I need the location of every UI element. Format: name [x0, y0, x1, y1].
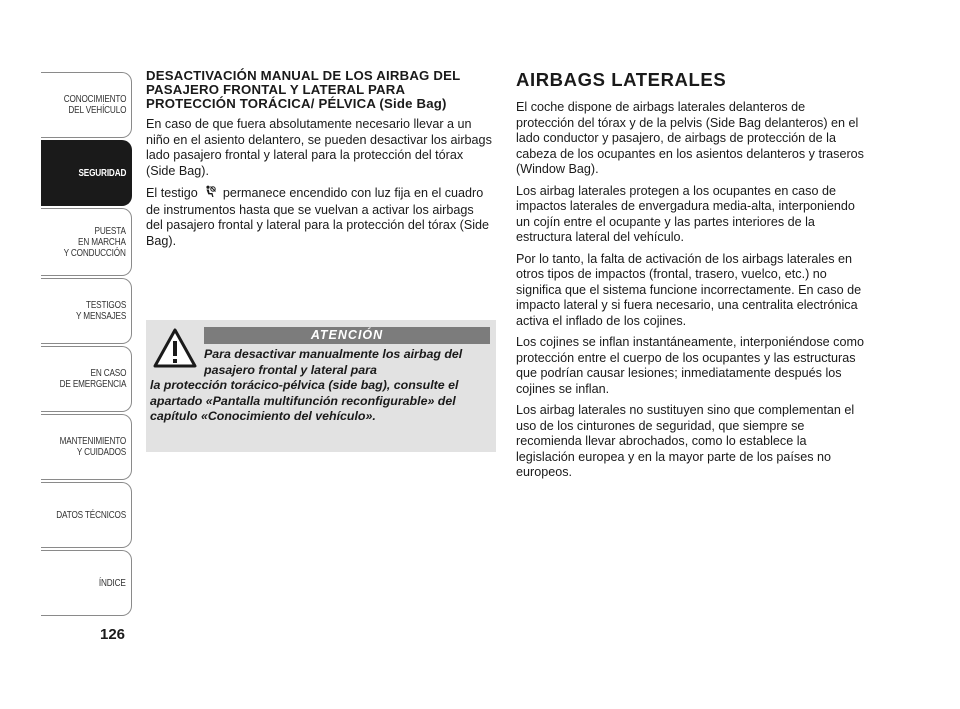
paragraph: [146, 185, 492, 249]
tab-label: SEGURIDAD: [78, 167, 126, 179]
tab-puesta-en-marcha[interactable]: [41, 208, 132, 276]
paragraph: Los cojines se inflan instantáneamente, interponiéndose como protección entre el cuerpo de los ocupantes y las estructuras que podrían causar lesiones; inmediatamente después los cojines se inflan.: [516, 335, 864, 396]
paragraph-text: El testigo: [146, 186, 198, 201]
paragraph: Por lo tanto, la falta de activación de los airbags laterales en otros tipos de impactos (frontal, trasero, vuelco, etc.) no significa que el sistema funcione incorrectamente. En caso de impacto lateral y si fuera necesario, una centralita electrónica activa el inflado de los cojines.: [516, 251, 862, 328]
paragraph: En caso de que fuera absolutamente necesario llevar a un niño en el asiento delantero, se pueden desactivar los airbags lado pasajero frontal y lateral para la protección del tórax (Side Bag).: [146, 117, 492, 178]
tab-label: ÍNDICE: [99, 577, 126, 589]
tab-label: TESTIGOS Y MENSAJES: [75, 300, 126, 322]
warning-text: la protección torácico-pélvica (side bag), consulte el apartado «Pantalla multifunción reconfigurable» del capítulo «Conocimiento del vehículo».: [150, 378, 459, 423]
warning-triangle-icon: [153, 328, 197, 373]
warning-box: [146, 320, 496, 452]
tab-testigos-y-mensajes[interactable]: [41, 278, 132, 344]
manual-deactivation-section: [146, 69, 492, 255]
paragraph: Los airbag laterales no sustituyen sino que complementan el uso de los cinturones de seguridad, que siempre se recomienda llevar abrochados, como lo establece la legislación europea y en la mayor parte de los países no europeos.: [516, 403, 855, 479]
section-heading: DESACTIVACIÓN MANUAL DE LOS AIRBAG DEL PASAJERO FRONTAL Y LATERAL PARA PROTECCIÓN TORÁCICA/ PÉLVICA (Side Bag): [146, 68, 461, 111]
tab-en-caso-de-emergencia[interactable]: [41, 346, 132, 412]
page-number: 126: [100, 626, 126, 643]
tab-label: CONOCIMIENTO DEL VEHÍCULO: [63, 94, 126, 116]
tab-indice[interactable]: [41, 550, 132, 616]
paragraph: El coche dispone de airbags laterales delanteros de protección del tórax y de la pelvis (Side Bag delanteros) en el lado conductor y pasajero, de airbags de protección de la cabeza de los ocupantes en los asientos delanteros y traseros (Window Bag).: [516, 100, 864, 176]
tab-datos-tecnicos[interactable]: [41, 482, 132, 548]
airbag-off-icon: [204, 185, 216, 203]
paragraph-text: permanece encendido con luz fija en el cuadro de instrumentos hasta que se vuelvan a activar los airbags del pasajero frontal y lateral para la protección del tórax (Side Bag).: [146, 186, 490, 248]
tab-label: EN CASO DE EMERGENCIA: [59, 368, 126, 390]
tab-mantenimiento[interactable]: [41, 414, 132, 480]
tab-label: MANTENIMIENTO Y CUIDADOS: [59, 436, 126, 458]
tab-seguridad[interactable]: [41, 140, 132, 206]
warning-title: ATENCIÓN: [204, 327, 490, 344]
paragraph: Los airbag laterales protegen a los ocupantes en caso de impactos laterales de envergadura media-alta, interponiendo un cojín entre el ocupante y las partes interiores de la estructura lateral del vehículo.: [516, 183, 855, 244]
side-airbags-section: [516, 69, 866, 487]
tab-label: DATOS TÉCNICOS: [56, 509, 126, 521]
tab-conocimiento-del-vehiculo[interactable]: [41, 72, 132, 138]
section-title: AIRBAGS LATERALES: [516, 69, 727, 90]
tab-label: PUESTA EN MARCHA Y CONDUCCIÓN: [63, 225, 126, 259]
warning-text: Para desactivar manualmente los airbag del pasajero frontal y lateral para: [204, 347, 463, 377]
